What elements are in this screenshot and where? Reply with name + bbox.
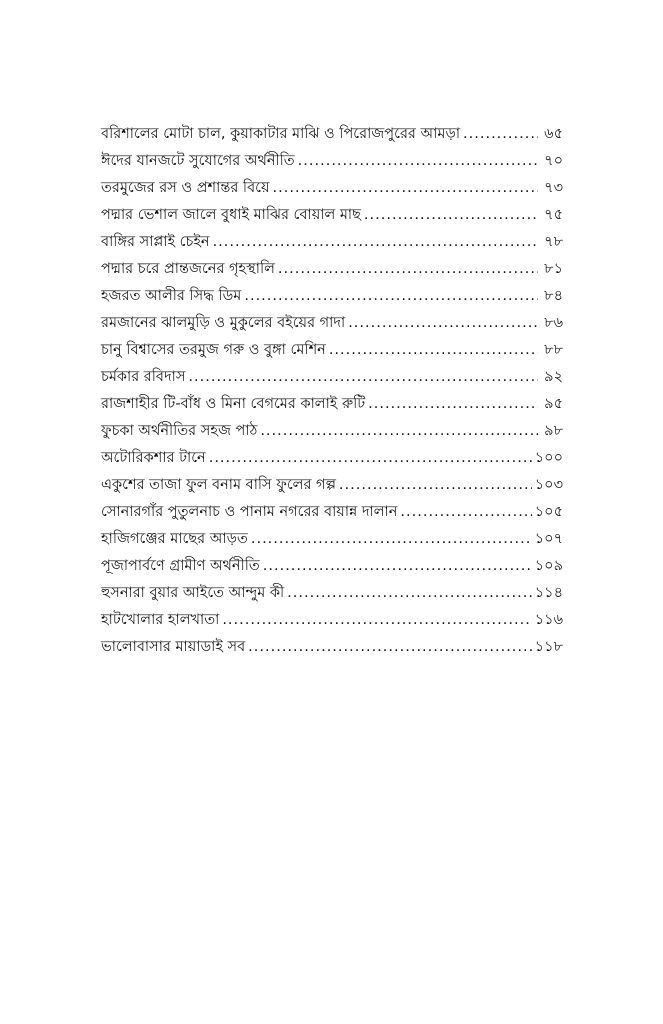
dot-leader xyxy=(244,283,538,310)
dot-leader xyxy=(188,364,538,391)
toc-entry-page: ৬৫ xyxy=(544,126,563,142)
toc-entry-title: চর্মকার রবিদাস xyxy=(101,369,186,385)
toc-entry-title: পদ্মার চরে প্রান্তজনের গৃহস্থালি xyxy=(101,261,275,277)
toc-entry-title: চানু বিশ্বাসের তরমুজ গরু ও বুঙ্গা মেশিন xyxy=(101,342,326,358)
toc-entry-page: ১০৭ xyxy=(534,531,563,547)
toc-entry[interactable] xyxy=(101,229,563,256)
toc-entry-title: রমজানের ঝালমুড়ি ও মুকুলের বইয়ের গাদা xyxy=(101,315,346,331)
toc-entry-page: ৮৬ xyxy=(544,315,563,331)
toc-entry-page: ৭০ xyxy=(544,153,563,169)
toc-entry[interactable] xyxy=(101,445,563,472)
toc-entry[interactable] xyxy=(101,391,563,418)
dot-leader xyxy=(260,418,538,445)
toc-entry-title: রাজশাহীর টি-বাঁধ ও মিনা বেগমের কালাই রুটি xyxy=(101,396,366,412)
toc-entry-page: ৭৮ xyxy=(544,234,563,250)
toc-entry-title: পদ্মার ভেশাল জালে বুধাই মাঝির বোয়াল মাছ xyxy=(101,207,361,223)
toc-entry-page: ৮১ xyxy=(544,261,563,277)
toc-entry-page: ৯৮ xyxy=(544,423,563,439)
dot-leader xyxy=(364,202,538,229)
toc-entry[interactable] xyxy=(101,256,563,283)
toc-entry[interactable] xyxy=(101,310,563,337)
toc-entry[interactable] xyxy=(101,472,563,499)
toc-entry-title: হাজিগঞ্জের মাছের আড়ত xyxy=(101,531,248,547)
toc-entry-title: হাটখোলার হালখাতা xyxy=(101,612,220,628)
toc-entry-title: হুসনারা বুয়ার আইতে আন্দুম কী xyxy=(101,585,285,601)
dot-leader xyxy=(339,472,532,499)
toc-entry-page: ১১৮ xyxy=(534,639,563,655)
toc-entry-title: সোনারগাঁর পুতুলনাচ ও পানাম নগরের বায়ান্ন দালান xyxy=(101,504,398,520)
toc-entry[interactable] xyxy=(101,499,563,526)
toc-entry-page: ৭৫ xyxy=(544,207,563,223)
toc-entry-page: ৯২ xyxy=(544,369,563,385)
dot-leader xyxy=(368,391,538,418)
toc-entry[interactable] xyxy=(101,337,563,364)
dot-leader xyxy=(263,553,532,580)
toc-entry-title: ভালোবাসার মায়াডাই সব xyxy=(101,639,246,655)
toc-entry-page: ৮৮ xyxy=(544,342,563,358)
toc-entry[interactable] xyxy=(101,418,563,445)
toc-entry[interactable] xyxy=(101,553,563,580)
toc-entry-page: ১০৫ xyxy=(534,504,563,520)
dot-leader xyxy=(209,445,532,472)
toc-entry[interactable] xyxy=(101,175,563,202)
toc-entry-page: ১০৩ xyxy=(534,477,563,493)
toc-entry-title: পূজাপার্বণে গ্রামীণ অর্থনীতি xyxy=(101,558,260,574)
toc-entry-title: বাঙ্গির সাপ্লাই চেইন xyxy=(101,234,210,250)
toc-entry[interactable] xyxy=(101,364,563,391)
toc-entry-page: ৯৫ xyxy=(544,396,563,412)
toc-entry-page: ৮৪ xyxy=(544,288,563,304)
toc-entry-page: ৭৩ xyxy=(544,180,563,196)
dot-leader xyxy=(287,580,532,607)
toc-entry-title: তরমুজের রস ও প্রশান্তর বিয়ে xyxy=(101,180,270,196)
toc-entry-title: অটোরিকশার টানে xyxy=(101,450,206,466)
toc-entry-page: ১১৪ xyxy=(534,585,563,601)
dot-leader xyxy=(348,310,538,337)
dot-leader xyxy=(298,148,538,175)
dot-leader xyxy=(463,121,538,148)
dot-leader xyxy=(400,499,531,526)
toc-entry[interactable] xyxy=(101,607,563,634)
dot-leader xyxy=(329,337,538,364)
toc-entry-title: ফুচকা অর্থনীতির সহজ পাঠ xyxy=(101,423,258,439)
toc-entry[interactable] xyxy=(101,634,563,661)
toc-entry[interactable] xyxy=(101,526,563,553)
dot-leader xyxy=(251,526,532,553)
toc-entry[interactable] xyxy=(101,580,563,607)
toc-entry-title: একুশের তাজা ফুল বনাম বাসি ফুলের গল্প xyxy=(101,477,336,493)
toc-entry[interactable] xyxy=(101,121,563,148)
toc-entry[interactable] xyxy=(101,148,563,175)
dot-leader xyxy=(222,607,531,634)
toc-entry-page: ১১৬ xyxy=(534,612,563,628)
toc-entry[interactable] xyxy=(101,202,563,229)
toc-entry-title: ঈদের যানজটে সুযোগের অর্থনীতি xyxy=(101,153,295,169)
toc-entry-page: ১০০ xyxy=(534,450,563,466)
dot-leader xyxy=(248,634,532,661)
toc-entry-title: বরিশালের মোটা চাল, কুয়াকাটার মাঝি ও পিরোজপুরের আমড়া xyxy=(101,126,461,142)
table-of-contents xyxy=(101,121,563,661)
toc-entry-page: ১০৯ xyxy=(534,558,563,574)
toc-entry-title: হজরত আলীর সিদ্ধ ডিম xyxy=(101,288,242,304)
toc-entry[interactable] xyxy=(101,283,563,310)
dot-leader xyxy=(278,256,538,283)
dot-leader xyxy=(213,229,538,256)
dot-leader xyxy=(273,175,538,202)
